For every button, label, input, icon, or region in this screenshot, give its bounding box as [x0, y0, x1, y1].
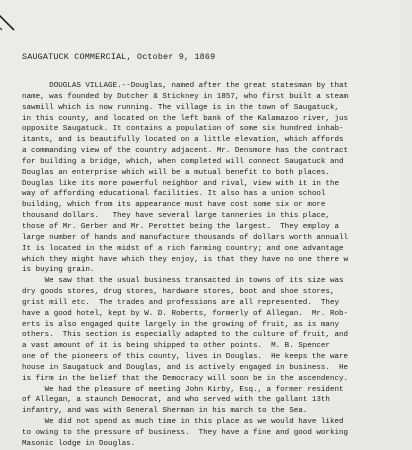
text-line: We had the pleasure of meeting John Kirby, Esq., a former resident — [22, 385, 344, 394]
text-line: which they might have which they enjoy, is that they have no one there w — [22, 255, 349, 264]
text-line: Masonic lodge in Douglas. — [22, 439, 136, 448]
text-line: have a good hotel, kept by W. D. Roberts, formerly of Allegan. Mr. Rob- — [22, 309, 349, 318]
text-line: way of affording educational facilities. It also has a union school — [22, 190, 326, 199]
text-line: those of Mr. Gerber and Mr. Perottet being the largest. They employ a — [22, 222, 340, 231]
text-line: We saw that the usual business transacted in towns of its size was — [22, 277, 344, 286]
text-line: name, was founded by Dutcher & Stickney in 1857, who first built a steam — [22, 92, 349, 101]
text-line: DOUGLAS VILLAGE.--Douglas, named after the great statesman by that — [22, 82, 349, 90]
text-line: Douglas an enterprise which will be a mutual benefit to both places. — [22, 168, 330, 177]
article-header: SAUGATUCK COMMERCIAL, October 9, 1869 — [22, 52, 216, 62]
text-line: thousand dollars. They have several large tanneries in this place, — [22, 212, 330, 221]
text-line: of Allegan, a staunch Democrat, and who served with the gallant 13th — [22, 396, 330, 405]
text-line: others. This section is especially adapted to the culture of fruit, and — [22, 331, 349, 340]
text-line: to owing to the pressure of business. They have a fine and good working — [22, 429, 349, 437]
corner-mark — [0, 8, 16, 34]
text-line: It is located in the midst of a rich farming country; and one advantage — [22, 244, 344, 253]
text-line: is buying grain. — [22, 266, 95, 275]
text-line: Douglas like its more powerful neighbor and rival, view with it in the — [22, 179, 340, 188]
text-line: building, which from its appearance must have cost some six or more — [22, 201, 326, 210]
text-line: one of the pioneers of this county, lives in Douglas. He keeps the ware — [22, 353, 349, 362]
text-line: dry goods stores, drug stores, hardware stores, boot and shoe stores, — [22, 288, 335, 297]
text-line: for building a bridge, which, when completed will connect Saugatuck and — [22, 157, 344, 166]
text-line: is firm in the belief that the Democracy will soon be in the ascendency. — [22, 374, 349, 383]
article-body — [22, 81, 412, 450]
text-line: opposite Saugatuck. It contains a population of some six hundred inhab- — [22, 125, 344, 134]
text-line: house in Saugatuck and Douglas, and is actively engaged in business. He — [22, 363, 349, 372]
text-line: erts is also engaged quite largely in the growing of fruit, as is many — [22, 320, 340, 329]
text-line: large number of hands and manufacture thousands of dollars worth annuall — [22, 233, 349, 242]
text-line: infantry, and was with General Sherman in his march to the Sea. — [22, 407, 308, 416]
text-line: a commanding view of the country adjacent. Mr. Densmore has the contract — [22, 147, 349, 156]
text-line: sawmill which is now running. The village is in the town of Saugatuck, — [22, 103, 340, 112]
text-line: itants, and is beautifully located on a little elevation, which affords — [22, 136, 344, 145]
text-line: grist mill etc. The trades and professions are all represented. They — [22, 298, 340, 307]
text-line: a vast amount of it is being shipped to other points. M. B. Spencer — [22, 342, 330, 351]
text-line: We did not spend as much time in this place as we would have liked — [22, 418, 344, 427]
text-line: in this county, and located on the left bank of the Kalamazoo river, jus — [22, 114, 349, 123]
